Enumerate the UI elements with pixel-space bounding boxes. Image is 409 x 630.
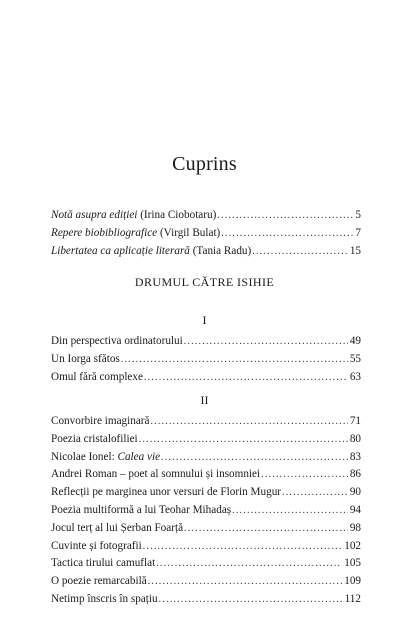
leader-dots [184, 520, 348, 538]
leader-dots [217, 207, 353, 225]
entry-author: (Irina Ciobotaru) [137, 209, 217, 221]
part-one-entries [51, 333, 361, 386]
entry-author: (Tania Radu) [189, 244, 252, 257]
entry-page: 15 [349, 244, 361, 257]
toc-entry[interactable] [51, 243, 361, 261]
toc-entry[interactable] [51, 449, 361, 467]
entry-page: 55 [349, 352, 361, 365]
leader-dots [261, 466, 348, 484]
part-numeral-two: II [200, 393, 209, 407]
leader-dots [156, 555, 342, 573]
entry-page: 86 [349, 468, 361, 481]
intro-entries [51, 207, 361, 260]
toc-entry[interactable] [51, 502, 361, 520]
entry-page: 5 [355, 209, 361, 221]
toc-entry[interactable] [51, 520, 361, 538]
entry-title: Poezia multiformă a lui Teohar Mihadaș [51, 503, 232, 516]
leader-dots [139, 431, 348, 449]
leader-dots [150, 413, 347, 431]
entry-title: Cuvinte și fotografii [51, 539, 142, 552]
toc-entry[interactable] [51, 413, 361, 431]
entry-title-italic: Repere biobibliografice [51, 226, 158, 239]
entry-page: 94 [349, 503, 361, 516]
toc-entry[interactable] [51, 351, 361, 369]
leader-dots [184, 333, 348, 351]
toc-entry[interactable] [51, 555, 361, 573]
toc-entry[interactable] [51, 207, 361, 225]
part-two-entries [51, 413, 361, 609]
leader-dots [161, 449, 348, 467]
entry-page: 105 [344, 557, 361, 570]
entry-title: Andrei Roman – poet al somnului și insomniei [51, 468, 261, 481]
entry-page: 63 [349, 370, 361, 383]
toc-entry[interactable] [51, 484, 361, 502]
entry-title-italic: Libertatea ca aplicație literară [51, 244, 190, 257]
toc-entry[interactable] [51, 431, 361, 449]
entry-page: 109 [344, 575, 361, 588]
toc-entry[interactable] [51, 466, 361, 484]
entry-author: (Virgil Bulat) [157, 226, 221, 239]
entry-title: Netimp înscris în spațiu [51, 592, 158, 605]
entry-title: O poezie remarcabilă [51, 575, 147, 588]
leader-dots [144, 369, 348, 387]
section-heading: DRUMUL CĂTRE ISIHIE [134, 275, 275, 289]
leader-dots [143, 538, 342, 556]
leader-dots [159, 591, 343, 609]
leader-dots [121, 351, 348, 369]
leader-dots [232, 502, 348, 520]
entry-page: 71 [349, 415, 361, 427]
toc-entry[interactable] [51, 225, 361, 243]
entry-page: 49 [349, 335, 361, 347]
entry-page: 112 [344, 592, 361, 605]
entry-page: 80 [349, 432, 361, 445]
entry-title: Din perspectiva ordinatorului [51, 335, 183, 347]
entry-page: 98 [349, 521, 361, 534]
toc-entry[interactable] [51, 573, 361, 591]
entry-title: Un Iorga sfătos [51, 352, 120, 365]
page-title: Cuprins [172, 153, 237, 175]
toc-entry[interactable] [51, 538, 361, 556]
entry-title: Reflecții pe marginea unor versuri de Florin Mugur [51, 486, 282, 499]
entry-title: Poezia cristalofiliei [51, 432, 138, 445]
toc-entry[interactable] [51, 591, 361, 609]
entry-title: Convorbire imaginară [51, 415, 150, 427]
leader-dots [221, 225, 353, 243]
entry-title: Omul fără complexe [51, 370, 143, 383]
entry-title-italic: Notă asupra ediției [51, 209, 138, 221]
entry-author: Nicolae Ionel: [51, 450, 118, 463]
leader-dots [148, 573, 343, 591]
entry-page: 90 [349, 486, 361, 499]
leader-dots [282, 484, 348, 502]
entry-title: Jocul terț al lui Șerban Foarță [51, 521, 184, 534]
toc-entry[interactable] [51, 333, 361, 351]
leader-dots [252, 243, 348, 261]
entry-page: 83 [349, 450, 361, 463]
entry-page: 7 [355, 226, 361, 239]
entry-title: Tactica tirului camuflat [51, 557, 156, 570]
part-numeral-one: I [202, 313, 207, 327]
toc-entry[interactable] [51, 369, 361, 387]
entry-page: 102 [344, 539, 361, 552]
entry-title-italic: Calea vie [117, 450, 161, 463]
